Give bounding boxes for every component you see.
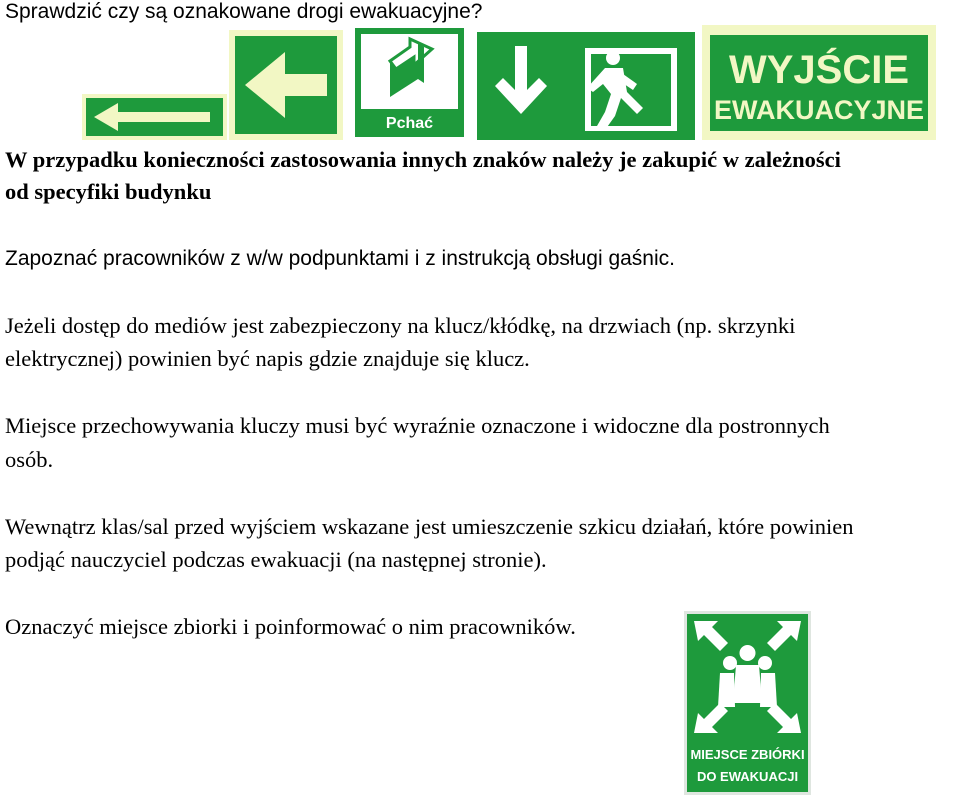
paragraph-keys-line2: elektrycznej) powinien być napis gdzie znajduje się klucz.	[5, 346, 530, 371]
bold-paragraph-line2: od specyfiki budynku	[5, 179, 212, 204]
heading: Sprawdzić czy są oznakowane drogi ewakuacyjne?	[5, 0, 483, 23]
bold-paragraph-line1: W przypadku konieczności zastosowania innych znaków należy je zakupić w zależności	[5, 147, 841, 172]
assembly-label-line2: DO EWAKUACJI	[696, 769, 799, 784]
arrow-left-sign-small	[82, 94, 227, 140]
push-label: Pchać	[385, 115, 434, 132]
exit-label-line1: WYJŚCIE	[728, 48, 910, 92]
assembly-label-line1: MIEJSCE ZBIÓRKI	[690, 747, 805, 762]
paragraph-assembly: Oznaczyć miejsce zbiorki i poinformować o nim pracowników.	[5, 614, 576, 639]
paragraph-storage-line1: Miejsce przechowywania kluczy musi być wyraźnie oznaczone i widoczne dla postronnych	[5, 413, 830, 438]
assembly-point-sign	[684, 611, 811, 795]
exit-evacuation-sign	[702, 25, 936, 140]
paragraph-sketch-line1: Wewnątrz klas/sal przed wyjściem wskazane jest umieszczenie szkicu działań, które powinien	[5, 514, 854, 539]
arrow-left-sign	[229, 30, 343, 140]
paragraph-extinguisher: Zapoznać pracowników z w/w podpunktami i z instrukcją obsługi gaśnic.	[5, 247, 675, 270]
exit-label-line2: EWAKUACYJNE	[713, 95, 925, 125]
push-door-sign	[352, 25, 467, 140]
exit-down-running-man-sign	[477, 32, 695, 140]
paragraph-keys-line1: Jeżeli dostęp do mediów jest zabezpieczony na klucz/kłódkę, na drzwiach (np. skrzynki	[5, 313, 796, 338]
paragraph-storage-line2: osób.	[5, 447, 54, 472]
paragraph-sketch-line2: podjąć nauczyciel podczas ewakuacji (na następnej stronie).	[5, 547, 547, 572]
